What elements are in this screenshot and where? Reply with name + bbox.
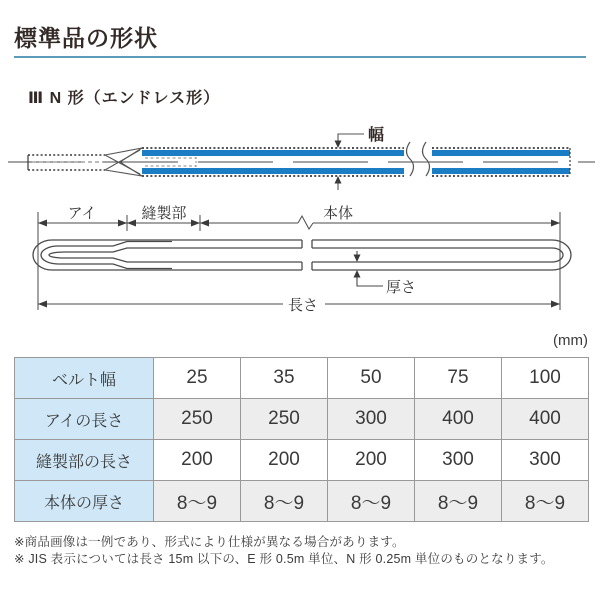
table-row — [15, 440, 589, 481]
cell: 300 — [415, 440, 502, 481]
spec-table — [14, 357, 589, 522]
cell: 200 — [154, 440, 241, 481]
eye-section-label: アイ — [67, 205, 97, 222]
length-label: 長さ — [287, 297, 319, 314]
row-header-belt-width: ベルト幅 — [15, 358, 154, 399]
row-header-eye-length: アイの長さ — [15, 399, 154, 440]
cell: 8～9 — [415, 481, 502, 522]
thickness-arrow-up-icon — [354, 270, 361, 278]
cell: 75 — [415, 358, 502, 399]
title-underline — [14, 56, 586, 58]
cell: 200 — [241, 440, 328, 481]
belt-stripe-bottom-right — [432, 168, 570, 174]
row-header-body-thickness: 本体の厚さ — [15, 481, 154, 522]
cell: 300 — [502, 440, 589, 481]
dimension-arrowheads — [38, 220, 560, 308]
footnote-product-image: ※商品画像は一例であり、形式により仕様が異なる場合があります。 — [14, 535, 405, 549]
cell: 250 — [241, 399, 328, 440]
belt-diagram — [0, 110, 600, 322]
cell: 400 — [502, 399, 589, 440]
width-label: 幅 — [368, 127, 385, 144]
width-callout — [335, 126, 385, 190]
thickness-arrow-down-icon — [354, 255, 361, 263]
footnotes — [14, 534, 554, 568]
table-row — [15, 399, 589, 440]
cell: 200 — [328, 440, 415, 481]
width-arrow-down-icon — [335, 141, 342, 149]
cell: 25 — [154, 358, 241, 399]
width-arrow-up-icon — [335, 176, 342, 184]
sling-outline — [33, 240, 571, 270]
cell: 8～9 — [241, 481, 328, 522]
cell: 8～9 — [154, 481, 241, 522]
dimension-lines — [38, 212, 560, 310]
unit-label: (mm) — [553, 332, 588, 349]
sewn-section-label: 縫製部 — [141, 205, 187, 222]
cell: 100 — [502, 358, 589, 399]
belt-stripe-top-right — [432, 150, 570, 156]
page-title: 標準品の形状 — [14, 25, 158, 51]
cell: 250 — [154, 399, 241, 440]
thickness-label: 厚さ — [386, 279, 417, 296]
section-subtitle: Ⅲ N 形（エンドレス形） — [28, 90, 221, 107]
row-header-sewn-length: 縫製部の長さ — [15, 440, 154, 481]
belt-break-symbol — [407, 142, 430, 176]
cell: 8～9 — [502, 481, 589, 522]
table-row — [15, 358, 589, 399]
body-section-label: 本体 — [322, 205, 354, 222]
belt-stripe-top-left — [142, 150, 404, 156]
cell: 8～9 — [328, 481, 415, 522]
table-row — [15, 481, 589, 522]
cell: 35 — [241, 358, 328, 399]
cell: 300 — [328, 399, 415, 440]
belt-stripe-bottom-left — [142, 168, 404, 174]
thickness-callout — [354, 251, 417, 296]
cell: 400 — [415, 399, 502, 440]
cell: 50 — [328, 358, 415, 399]
footnote-jis: ※ JIS 表示については長さ 15m 以下の、E 形 0.5m 単位、N 形 0.25m 単位のものとなります。 — [14, 552, 554, 566]
